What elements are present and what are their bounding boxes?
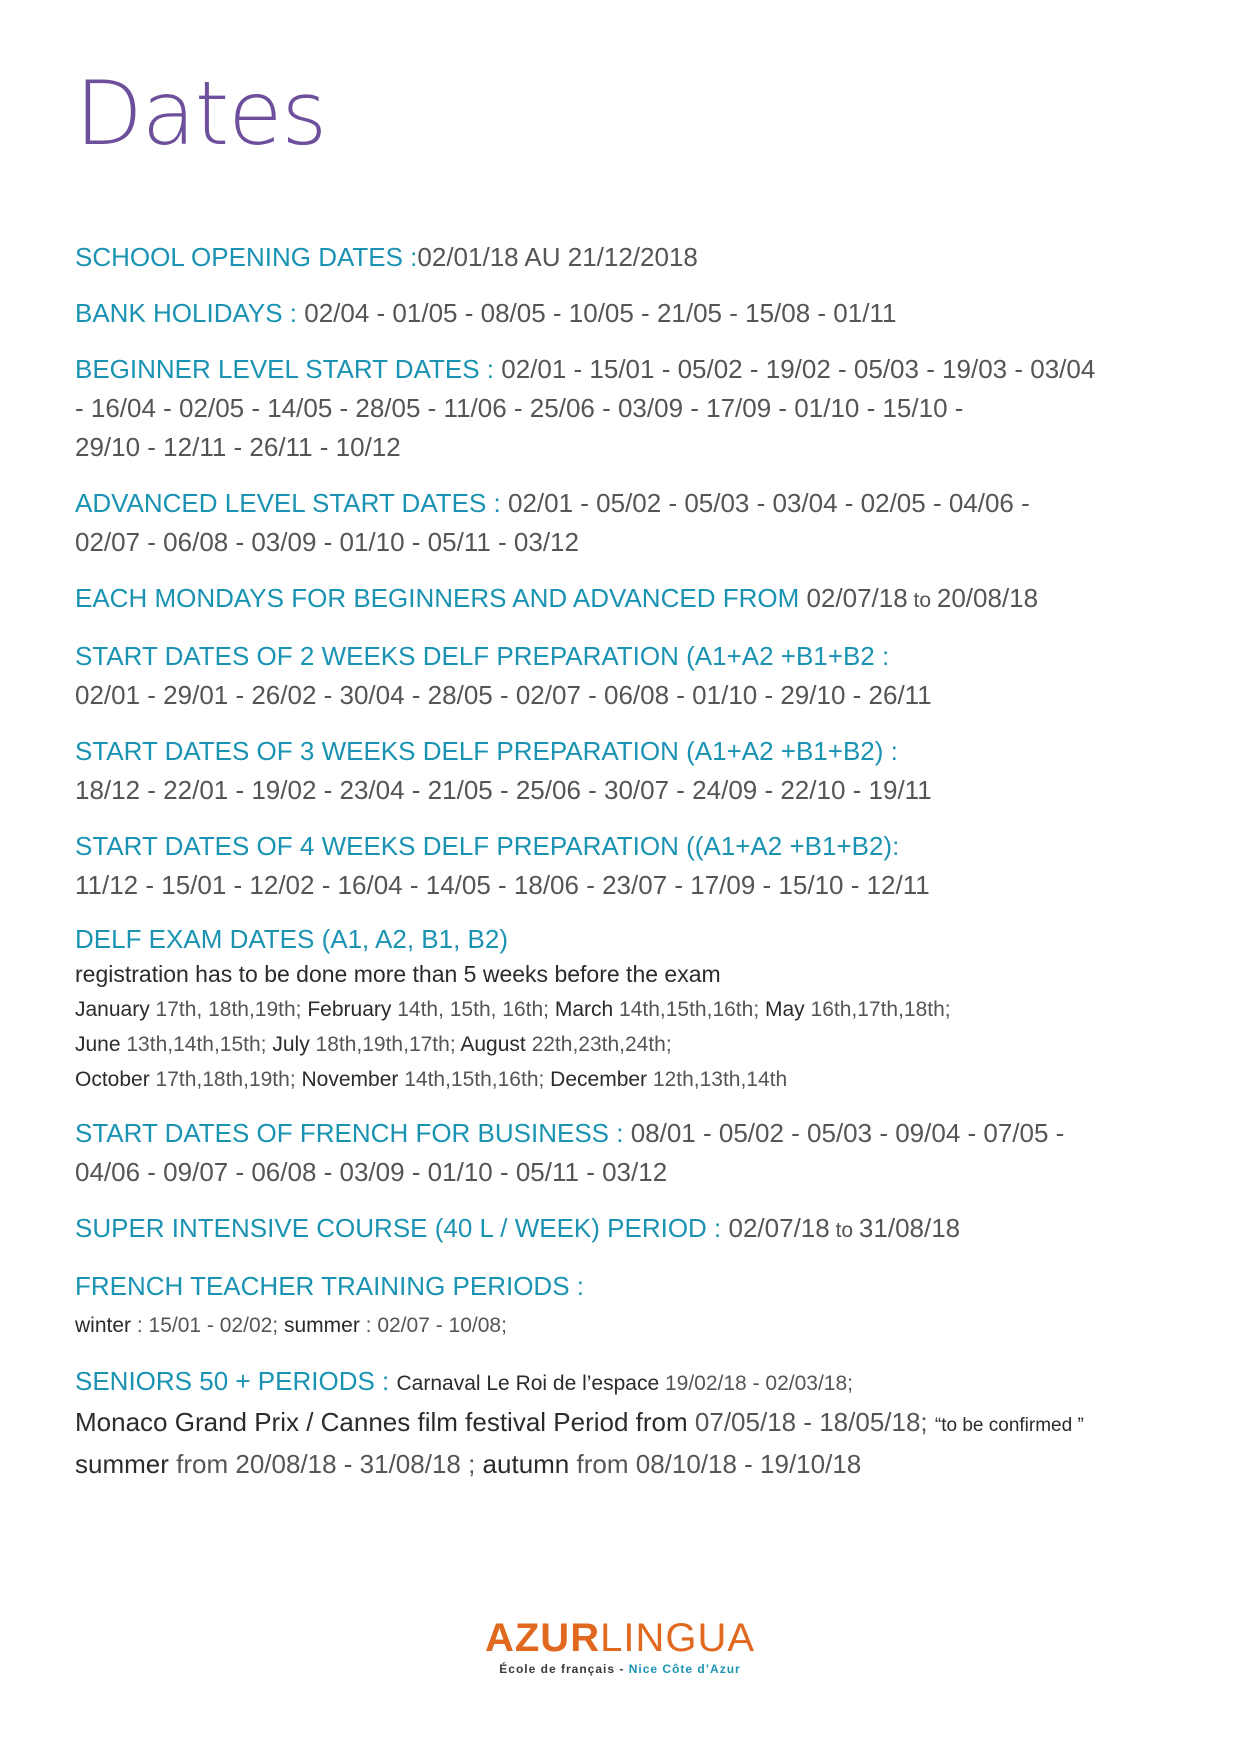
exam-label: DELF EXAM DATES (A1, A2, B1, B2) (75, 924, 508, 954)
exam-month: July (272, 1033, 310, 1056)
exam-days: 18th,19th,17th; (309, 1033, 461, 1056)
delf-3-weeks (75, 732, 1185, 810)
mondays-from: 02/07/18 (806, 583, 908, 613)
exam-days: 17th,18th,19th; (149, 1068, 302, 1091)
delf-3-dates: 18/12 - 22/01 - 19/02 - 23/04 - 21/05 - 25/06 - 30/07 - 24/09 - 22/10 - 19/11 (75, 775, 932, 805)
business-label: START DATES OF FRENCH FOR BUSINESS : (75, 1118, 631, 1148)
seniors-summer-label: summer (75, 1449, 169, 1479)
dates-list (75, 238, 1185, 1501)
beginner-start-dates (75, 350, 1185, 467)
mondays-to-word: to (907, 589, 937, 612)
exam-month: November (301, 1068, 399, 1091)
bank-holidays-label: BANK HOLIDAYS : (75, 298, 305, 328)
business-line-1: 08/01 - 05/02 - 05/03 - 09/04 - 07/05 - (630, 1118, 1065, 1148)
exam-line-1 (75, 992, 1185, 1027)
exam-month: August (460, 1033, 526, 1056)
teacher-label: FRENCH TEACHER TRAINING PERIODS : (75, 1271, 584, 1301)
exam-month: March (554, 998, 614, 1021)
delf-3-label: START DATES OF 3 WEEKS DELF PREPARATION (A1+A2 +B1+B2) : (75, 736, 898, 766)
exam-days: 17th, 18th,19th; (149, 998, 308, 1021)
exam-month: December (550, 1068, 648, 1091)
monaco-label: Monaco Grand Prix / Cannes film festival Period from (75, 1407, 688, 1437)
seniors-autumn-dates: from 08/10/18 - 19/10/18 (569, 1449, 862, 1479)
exam-note: registration has to be done more than 5 weeks before the exam (75, 961, 721, 987)
delf-2-label: START DATES OF 2 WEEKS DELF PREPARATION (A1+A2 +B1+B2 : (75, 641, 890, 671)
teacher-training-periods (75, 1267, 1185, 1345)
bank-holidays (75, 294, 1185, 333)
school-opening-label: SCHOOL OPENING DATES : (75, 242, 418, 272)
exam-month: June (75, 1033, 121, 1056)
exam-line-3 (75, 1062, 1185, 1097)
seniors-autumn-label: autumn (482, 1449, 570, 1479)
beginner-line-1: 02/01 - 15/01 - 05/02 - 19/02 - 05/03 - 19/03 - 03/04 (501, 354, 1096, 384)
seniors-label: SENIORS 50 + PERIODS : (75, 1366, 397, 1396)
exam-month: January (75, 998, 150, 1021)
seniors-periods (75, 1362, 1185, 1484)
super-intensive-from: 02/07/18 (728, 1213, 830, 1243)
exam-days: 12th,13th,14th (647, 1068, 788, 1091)
delf-4-dates: 11/12 - 15/01 - 12/02 - 16/04 - 14/05 - 18/06 - 23/07 - 17/09 - 15/10 - 12/11 (75, 870, 930, 900)
azurlingua-logo (0, 1616, 1240, 1676)
exam-days: 14th,15th,16th; (398, 1068, 551, 1091)
exam-days: 14th,15th,16th; (613, 998, 765, 1021)
exam-line-2 (75, 1027, 1185, 1062)
advanced-label: ADVANCED LEVEL START DATES : (75, 488, 508, 518)
carnaval-label: Carnaval Le Roi de l’espace (396, 1372, 660, 1395)
delf-4-weeks (75, 827, 1185, 905)
summer-value: : 02/07 - 10/08; (359, 1314, 507, 1337)
business-start-dates (75, 1114, 1185, 1192)
to-be-confirmed: “to be confirmed ” (934, 1415, 1084, 1436)
exam-month: February (307, 998, 392, 1021)
school-opening-dates (75, 238, 1185, 277)
delf-2-weeks (75, 637, 1185, 715)
carnaval-dates: 19/02/18 - 02/03/18; (659, 1372, 853, 1395)
delf-exam-dates (75, 922, 1185, 1097)
super-intensive-to-word: to (829, 1219, 859, 1242)
super-intensive-label: SUPER INTENSIVE COURSE (40 L / WEEK) PERIOD : (75, 1213, 729, 1243)
mondays-label: EACH MONDAYS FOR BEGINNERS AND ADVANCED FROM (75, 583, 807, 613)
exam-month: May (765, 998, 805, 1021)
bank-holidays-value: 02/04 - 01/05 - 08/05 - 10/05 - 21/05 - 15/08 - 01/11 (304, 298, 897, 328)
super-intensive-to: 31/08/18 (858, 1213, 961, 1243)
beginner-line-3: 29/10 - 12/11 - 26/11 - 10/12 (75, 432, 401, 462)
mondays-to: 20/08/18 (936, 583, 1039, 613)
monaco-dates: 07/05/18 - 18/05/18; (687, 1407, 935, 1437)
exam-days: 16th,17th,18th; (804, 998, 951, 1021)
logo-azur: AZUR (484, 1616, 601, 1660)
summer-label: summer (283, 1314, 360, 1337)
exam-days: 22th,23th,24th; (525, 1033, 672, 1056)
advanced-line-2: 02/07 - 06/08 - 03/09 - 01/10 - 05/11 - 03/12 (75, 527, 579, 557)
delf-2-dates: 02/01 - 29/01 - 26/02 - 30/04 - 28/05 - 02/07 - 06/08 - 01/10 - 29/10 - 26/11 (75, 680, 932, 710)
winter-value: : 15/01 - 02/02; (131, 1314, 284, 1337)
logo-sub-left: École de français - (499, 1662, 629, 1676)
seniors-summer-dates: from 20/08/18 - 31/08/18 ; (168, 1449, 483, 1479)
beginner-line-2: - 16/04 - 02/05 - 14/05 - 28/05 - 11/06 - 25/06 - 03/09 - 17/09 - 01/10 - 15/10 - (75, 393, 964, 423)
super-intensive-period (75, 1209, 1185, 1250)
delf-4-label: START DATES OF 4 WEEKS DELF PREPARATION ((A1+A2 +B1+B2): (75, 831, 900, 861)
advanced-start-dates (75, 484, 1185, 562)
logo-lingua: LINGUA (600, 1616, 756, 1660)
exam-days: 14th, 15th, 16th; (391, 998, 555, 1021)
page-title: Dates (75, 62, 327, 165)
beginner-label: BEGINNER LEVEL START DATES : (75, 354, 502, 384)
exam-month: October (75, 1068, 150, 1091)
school-opening-value: 02/01/18 AU 21/12/2018 (417, 242, 698, 272)
winter-label: winter (75, 1314, 132, 1337)
logo-sub-right: Nice Côte d’Azur (628, 1662, 741, 1676)
advanced-line-1: 02/01 - 05/02 - 05/03 - 03/04 - 02/05 - 04/06 - (507, 488, 1030, 518)
mondays-period (75, 579, 1185, 620)
exam-days: 13th,14th,15th; (120, 1033, 273, 1056)
business-line-2: 04/06 - 09/07 - 06/08 - 03/09 - 01/10 - 05/11 - 03/12 (75, 1157, 668, 1187)
